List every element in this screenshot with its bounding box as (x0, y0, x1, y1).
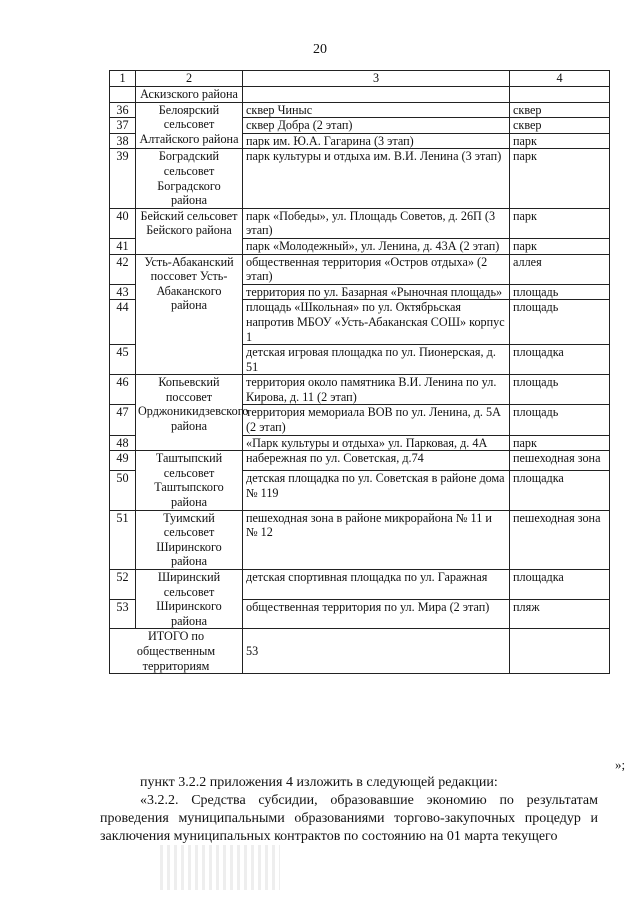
territory-cell (243, 87, 510, 103)
row-number: 42 (110, 254, 136, 284)
territory-cell: территория по ул. Базарная «Рыночная площадь» (243, 284, 510, 300)
territory-type-cell: площадь (510, 300, 610, 345)
territory-cell: детская спортивная площадка по ул. Гаражная (243, 570, 510, 600)
territory-type-cell: парк (510, 149, 610, 208)
territory-type-cell: парк (510, 435, 610, 451)
page-number: 20 (313, 42, 327, 57)
territory-type-cell: площадка (510, 570, 610, 600)
territory-type-cell (510, 87, 610, 103)
territory-cell: детская площадка по ул. Советская в районе дома № 119 (243, 471, 510, 510)
row-number: 53 (110, 599, 136, 629)
territory-cell: парк «Победы», ул. Площадь Советов, д. 26П (3 этап) (243, 208, 510, 238)
territory-cell: пешеходная зона в районе микрорайона № 11 и № 12 (243, 510, 510, 569)
municipality-cell: Белоярский сельсовет Алтайского района (136, 102, 243, 149)
closing-quote-mark: »; (615, 757, 626, 772)
territory-cell: детская игровая площадка по ул. Пионерская, д. 51 (243, 345, 510, 375)
territory-type-cell: парк (510, 208, 610, 238)
territory-cell: парк «Молодежный», ул. Ленина, д. 43А (2 этап) (243, 238, 510, 254)
territory-cell: площадь «Школьная» по ул. Октябрьская напротив МБОУ «Усть-Абаканская СОШ» корпус 1 (243, 300, 510, 345)
total-value: 53 (243, 629, 510, 674)
territory-cell: общественная территория по ул. Мира (2 этап) (243, 599, 510, 629)
territory-type-cell: сквер (510, 118, 610, 134)
territory-cell: территория мемориала ВОВ по ул. Ленина, д. 5А (2 этап) (243, 405, 510, 435)
row-number: 46 (110, 375, 136, 405)
territory-type-cell: аллея (510, 254, 610, 284)
row-number: 43 (110, 284, 136, 300)
row-number: 49 (110, 451, 136, 471)
total-row (110, 629, 610, 674)
total-label: ИТОГО по общественным территориям (110, 629, 243, 674)
table-row (110, 375, 610, 405)
table-row (110, 510, 610, 569)
territory-type-cell: площадка (510, 471, 610, 510)
territory-type-cell: площадь (510, 375, 610, 405)
faded-stamp-mark (160, 845, 280, 890)
territory-cell: «Парк культуры и отдыха» ул. Парковая, д. 4А (243, 435, 510, 451)
municipality-cell: Копьевский поссовет Орджоникидзевского района (136, 375, 243, 451)
row-number: 39 (110, 149, 136, 208)
table-row (110, 87, 610, 103)
header-col-1: 1 (110, 71, 136, 87)
row-number: 50 (110, 471, 136, 510)
municipality-cell: Аскизского района (136, 87, 243, 103)
table-row (110, 149, 610, 208)
amendment-paragraph: пункт 3.2.2 приложения 4 изложить в следующей редакции: (140, 775, 498, 790)
subsidy-paragraph: «3.2.2. Средства субсидии, образовавшие экономию по результатам проведения муниципальными образованиями торгово-закупочных процедур и заключения муниципальных контрактов по состоянию на 01 марта текущего (100, 793, 598, 844)
row-number: 37 (110, 118, 136, 134)
row-number: 38 (110, 133, 136, 149)
table-row (110, 102, 610, 118)
municipality-cell: Туимский сельсовет Ширинского района (136, 510, 243, 569)
territory-type-cell: парк (510, 238, 610, 254)
municipality-cell: Усть-Абаканский поссовет Усть-Абаканского района (136, 254, 243, 375)
municipality-cell: Таштыпский сельсовет Таштыпского района (136, 451, 243, 510)
territory-cell: парк культуры и отдыха им. В.И. Ленина (3 этап) (243, 149, 510, 208)
table-row (110, 254, 610, 284)
row-number (110, 87, 136, 103)
table-row (110, 570, 610, 600)
territory-type-cell: парк (510, 133, 610, 149)
row-number: 47 (110, 405, 136, 435)
territory-type-cell: пляж (510, 599, 610, 629)
territory-type-cell: площадка (510, 345, 610, 375)
territory-type-cell: пешеходная зона (510, 510, 610, 569)
territory-type-cell: площадь (510, 284, 610, 300)
table-row (110, 208, 610, 238)
header-col-3: 3 (243, 71, 510, 87)
table-row (110, 451, 610, 471)
territory-type-cell: пешеходная зона (510, 451, 610, 471)
territories-table (109, 70, 610, 674)
row-number: 41 (110, 238, 136, 254)
row-number: 48 (110, 435, 136, 451)
row-number: 52 (110, 570, 136, 600)
municipality-cell: Ширинский сельсовет Ширинского района (136, 570, 243, 629)
territory-cell: сквер Чиныс (243, 102, 510, 118)
territory-cell: сквер Добра (2 этап) (243, 118, 510, 134)
total-empty-cell (510, 629, 610, 674)
table-header-row (110, 71, 610, 87)
row-number: 44 (110, 300, 136, 345)
row-number: 51 (110, 510, 136, 569)
territory-type-cell: площадь (510, 405, 610, 435)
municipality-cell: Боградский сельсовет Боградского района (136, 149, 243, 208)
territory-cell: парк им. Ю.А. Гагарина (3 этап) (243, 133, 510, 149)
territory-cell: набережная по ул. Советская, д.74 (243, 451, 510, 471)
territory-cell: территория около памятника В.И. Ленина по ул. Кирова, д. 11 (2 этап) (243, 375, 510, 405)
municipality-cell: Бейский сельсовет Бейского района (136, 208, 243, 254)
header-col-4: 4 (510, 71, 610, 87)
row-number: 40 (110, 208, 136, 238)
row-number: 45 (110, 345, 136, 375)
row-number: 36 (110, 102, 136, 118)
territory-cell: общественная территория «Остров отдыха» (2 этап) (243, 254, 510, 284)
header-col-2: 2 (136, 71, 243, 87)
territory-type-cell: сквер (510, 102, 610, 118)
